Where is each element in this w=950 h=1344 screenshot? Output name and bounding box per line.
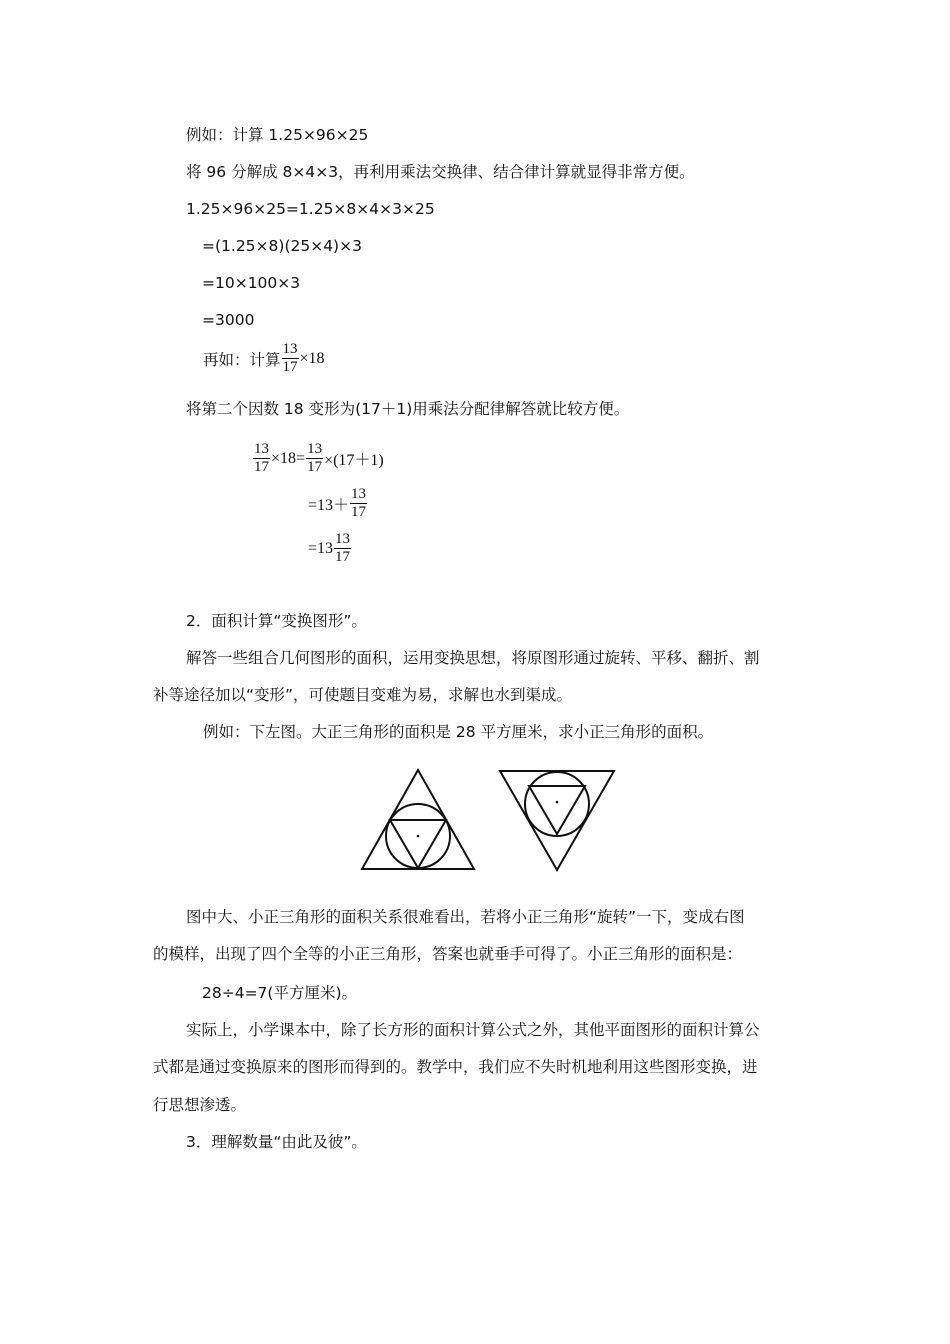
section2-answer: 28÷4=7(平方厘米)。 (202, 984, 358, 1002)
fraction-denominator: 17 (335, 549, 351, 565)
example1-explanation: 将 96 分解成 8×4×3，再利用乘法交换律、结合律计算就显得非常方便。 (186, 163, 695, 181)
example2-fraction (282, 341, 299, 376)
equation-equals: = (296, 449, 306, 467)
equation-fraction (306, 441, 323, 476)
triangle-figure-right (494, 764, 620, 874)
section2-example: 例如：下左图。大正三角形的面积是 28 平方厘米，求小正三角形的面积。 (203, 723, 714, 741)
fraction-numerator: 13 (351, 486, 367, 502)
example1-step3: =3000 (202, 311, 255, 329)
fraction-denominator: 17 (282, 359, 298, 375)
fraction-numerator: 13 (254, 441, 269, 457)
section2-para1-line1: 解答一些组合几何图形的面积，运用变换思想，将原图形通过旋转、平移、翻折、割 (186, 649, 760, 667)
equation-fraction (350, 486, 367, 521)
example2-prefix: 再如：计算 (203, 350, 281, 369)
fraction-denominator: 17 (254, 459, 269, 475)
equation-times18: ×18 (271, 449, 297, 467)
example2-title (203, 341, 325, 376)
equation-line3-prefix: =13 (308, 539, 334, 557)
section3-heading: 3．理解数量“由此及彼”。 (186, 1133, 367, 1151)
example1-step2: =10×100×3 (202, 274, 301, 292)
example1-title: 例如：计算 1.25×96×25 (186, 126, 369, 144)
fraction-denominator: 17 (351, 504, 367, 520)
example2-suffix: ×18 (299, 349, 325, 367)
section2-para2-line1: 图中大、小正三角形的面积关系很难看出，若将小正三角形“旋转”一下，变成右图 (186, 908, 745, 926)
equation-line1 (252, 441, 384, 476)
example2-explanation: 将第二个因数 18 变形为(17＋1)用乘法分配律解答就比较方便。 (186, 400, 630, 418)
section2-para1-line2: 补等途径加以“变形”，可使题目变难为易，求解也水到渠成。 (153, 686, 573, 704)
section2-para3-line2: 式都是通过变换原来的图形而得到的。教学中，我们应不失时机地利用这些图形变换，进 (153, 1058, 758, 1076)
equation-times-paren: ×(17＋1) (324, 452, 384, 469)
section2-para3-line1: 实际上，小学课本中，除了长方形的面积计算公式之外，其他平面图形的面积计算公 (186, 1021, 760, 1039)
equation-fraction (334, 531, 351, 566)
equation-fraction (253, 441, 270, 476)
section2-heading: 2．面积计算“变换图形”。 (186, 612, 367, 630)
example1-step0: 1.25×96×25=1.25×8×4×3×25 (186, 200, 435, 218)
section2-para3-line3: 行思想渗透。 (153, 1096, 247, 1114)
section2-para2-line2: 的模样，出现了四个全等的小正三角形，答案也就垂手可得了。小正三角形的面积是： (153, 945, 743, 963)
example1-step1: =(1.25×8)(25×4)×3 (202, 237, 362, 255)
equation-line2 (308, 486, 368, 521)
fraction-numerator: 13 (335, 531, 351, 547)
fraction-numerator: 13 (282, 341, 298, 357)
equation-line2-prefix: =13＋ (308, 497, 350, 514)
triangle-figure-left (355, 764, 481, 874)
fraction-numerator: 13 (307, 441, 323, 457)
equation-line3 (308, 531, 352, 566)
fraction-denominator: 17 (307, 459, 323, 475)
